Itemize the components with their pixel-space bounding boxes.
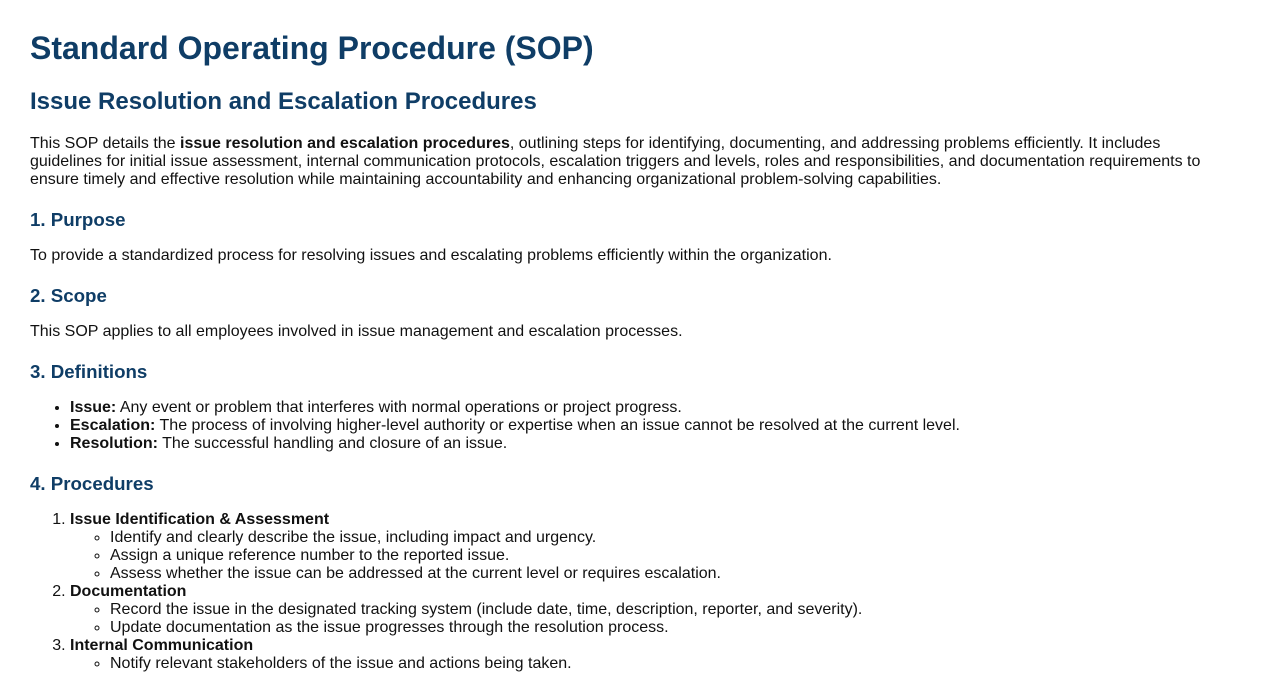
intro-bold: issue resolution and escalation procedures	[180, 135, 510, 152]
page-subtitle: Issue Resolution and Escalation Procedures	[30, 88, 537, 115]
page-title: Standard Operating Procedure (SOP)	[30, 30, 594, 66]
procedure-substeps	[70, 655, 1220, 673]
definition-item	[70, 399, 1220, 417]
definition-text: The successful handling and closure of an issue.	[158, 435, 508, 452]
procedures-list	[30, 511, 1220, 673]
intro-suffix: , outlining steps for identifying, documenting, and addressing problems efficiently. It includes guidelines for initial issue assessment, internal communication protocols, escalation triggers and levels, roles and responsibilities, and documentation requirements to ensure timely and effective resolution while maintaining accountability and enhancing organizational problem-solving capabilities.	[30, 135, 1201, 188]
definition-text: The process of involving higher-level authority or expertise when an issue cannot be resolved at the current level.	[155, 417, 960, 434]
procedure-substep: ◦ Record the issue in the designated tracking system (include date, time, description, reporter, and severity).	[110, 601, 1220, 619]
procedure-step-title: Issue Identification & Assessment	[70, 511, 330, 528]
scope-heading: 2. Scope	[30, 285, 107, 306]
procedure-step	[70, 511, 1220, 583]
procedure-step	[70, 637, 1220, 673]
intro-paragraph	[30, 135, 1220, 189]
definition-term: Issue:	[70, 399, 117, 416]
procedure-step-title: Documentation	[70, 583, 187, 600]
procedure-substep: ◦ Assess whether the issue can be addressed at the current level or requires escalation.	[110, 565, 1220, 583]
purpose-heading: 1. Purpose	[30, 209, 126, 230]
intro-prefix: This SOP details the	[30, 135, 180, 152]
purpose-text: To provide a standardized process for resolving issues and escalating problems efficiently within the organization.	[30, 247, 832, 264]
procedure-substep: ◦ Assign a unique reference number to the reported issue.	[110, 547, 1220, 565]
definition-item	[70, 435, 1220, 453]
definition-text: Any event or problem that interferes with normal operations or project progress.	[116, 399, 682, 416]
definitions-list	[30, 399, 1220, 453]
procedure-step	[70, 583, 1220, 637]
procedure-substeps	[70, 529, 1220, 583]
procedure-substep: ◦ Update documentation as the issue progresses through the resolution process.	[110, 619, 1220, 637]
procedure-substep: ◦ Identify and clearly describe the issue, including impact and urgency.	[110, 529, 1220, 547]
procedure-substep: ◦ Notify relevant stakeholders of the issue and actions being taken.	[110, 655, 1220, 673]
procedures-heading: 4. Procedures	[30, 473, 154, 494]
definitions-heading: 3. Definitions	[30, 361, 148, 382]
definition-item	[70, 417, 1220, 435]
procedure-step-title: Internal Communication	[70, 637, 254, 654]
document-body	[30, 135, 1220, 673]
definition-term: Escalation:	[70, 417, 156, 434]
scope-text: This SOP applies to all employees involved in issue management and escalation processes.	[30, 323, 683, 340]
definition-term: Resolution:	[70, 435, 158, 452]
procedure-substeps	[70, 601, 1220, 637]
